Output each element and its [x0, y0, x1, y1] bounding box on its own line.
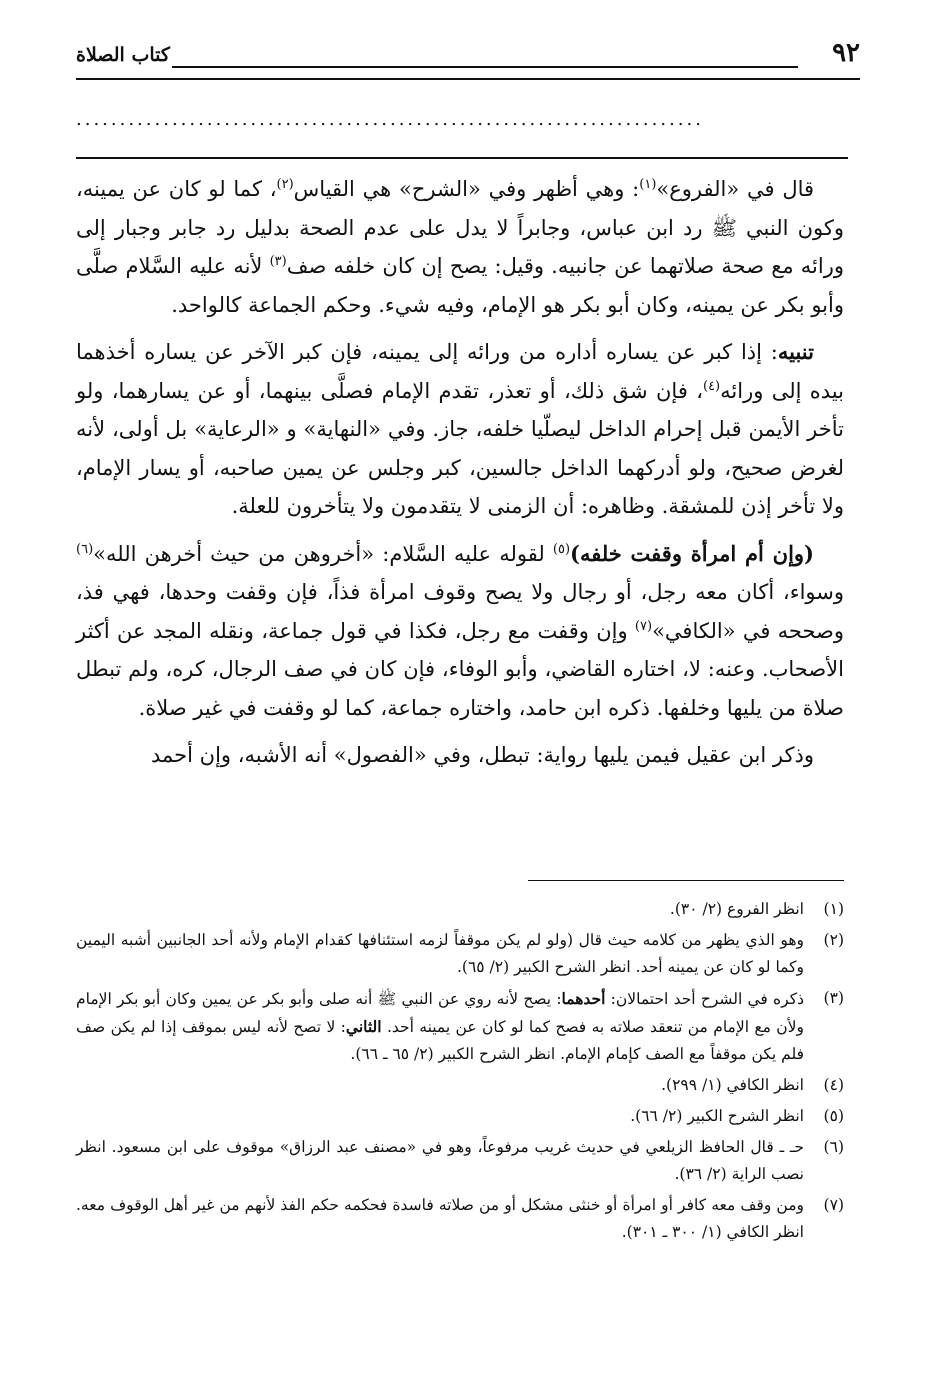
footnote — [76, 1103, 844, 1130]
bold-heading: أحدهما — [561, 989, 606, 1008]
text-run: وسواء، أكان معه رجل، أو رجال ولا يصح وقوف امرأة فذاً، فإن وقفت وحدها، فهي فذ، وصححه في «الكافي» — [76, 580, 845, 643]
footnote-number: (٦) — [823, 1138, 844, 1156]
footnote — [76, 1192, 844, 1246]
text-run: ، كما لو كان عن يمينه، وكون النبي ﷺ رد ابن عباس، وجابراً لا يدل على عدم الصحة بدليل رد جابر وجبار إلى ورائه مع صحة صلاتهما عن جانبيه. وقيل: يصح إن كان خلفه صف — [76, 177, 844, 278]
main-text — [76, 170, 844, 784]
footnote-text — [76, 990, 804, 1063]
dotted-separator: ........................................................................ — [76, 109, 704, 130]
footnote — [76, 985, 844, 1068]
text-run: وإن وقفت مع رجل، فكذا في قول جماعة، ونقله المجد عن أكثر الأصحاب. وعنه: لا، اختاره القاضي، وأبو الوفاء، فإن كان في صف الرجال، كره، ولم تبطل صلاة من يليها وخلفها. ذكره ابن حامد، واختاره جماعة، كما لو وقفت في غير صلاة. — [76, 618, 844, 720]
footnote-ref: (٥) — [552, 541, 571, 557]
footnote-text: ومن وقف معه كافر أو امرأة أو خنثى مشكل أو من صلاته فاسدة فحكمه حكم الفذ لأنهم من غير أهل الوقوف معه. انظر الكافي (١/ ٣٠٠ ـ ٣٠١). — [76, 1196, 804, 1241]
text-run: ذكره في الشرح أحد احتمالان: — [605, 990, 804, 1008]
book-title: كتاب الصلاة — [76, 44, 170, 66]
footnote-number: (٤) — [823, 1076, 844, 1094]
footnotes — [76, 896, 844, 1250]
footnote-text: انظر الشرح الكبير (٢/ ٦٦). — [630, 1107, 804, 1125]
footnote-rule — [528, 880, 844, 881]
text-run: وذكر ابن عقيل فيمن يليها رواية: تبطل، وفي «الفصول» أنه الأشبه، وإن أحمد — [151, 743, 814, 767]
text-run: : يصح لأنه روي عن النبي ﷺ أنه صلى وأبو بكر عن يمين وكان أبو بكر الإمام ولأن مع الإمام من تنعقد صلاته به فصح كما لو كان عن يمينه أحد. — [76, 990, 804, 1036]
footnote — [76, 1072, 844, 1099]
footnote-text: وهو الذي يظهر من كلامه حيث قال (ولو لم يكن موقفاً لزمه استئنافها كقدام الإمام ولأنه أحد الجانبين أشبه اليمين وكما لو كان عن يمينه أحد. انظر الشرح الكبير (٢/ ٦٥). — [76, 931, 804, 976]
text-run: قال في «الفروع» — [656, 177, 815, 201]
page-header — [76, 38, 860, 78]
footnote-number: (٢) — [823, 931, 844, 949]
footnote-ref: (٤) — [702, 378, 721, 394]
footnote-ref: (٢) — [276, 177, 294, 192]
footnote-ref: (٣) — [269, 254, 287, 269]
text-run: لقوله عليه السَّلام: «أخروهن من حيث أخرهن الله» — [93, 541, 553, 566]
footnote — [76, 927, 844, 981]
page-number: ٩٢ — [832, 38, 860, 68]
footnote — [76, 896, 844, 923]
header-rule — [76, 78, 860, 80]
footnote-number: (٥) — [823, 1107, 844, 1125]
footnote-text: انظر الفروع (٢/ ٣٠). — [669, 900, 804, 918]
header-line — [172, 66, 798, 68]
paragraph — [76, 535, 844, 728]
footnote-number: (٣) — [823, 989, 844, 1007]
paragraph — [76, 736, 844, 775]
text-run: : لا تصح لأنه ليس بموقف إذا لم يكن صف فلم يكن موقفاً مع الصف كإمام الإمام. انظر الشرح الكبير (٢/ ٦٥ ـ ٦٦). — [76, 1018, 804, 1063]
footnote-ref: (٦) — [76, 541, 94, 557]
footnote — [76, 1134, 844, 1188]
footnote-number: (١) — [823, 900, 844, 918]
bold-heading: تنبيه — [777, 339, 814, 364]
paragraph — [76, 170, 844, 324]
footnote-number: (٧) — [823, 1196, 844, 1214]
bold-heading: الثاني — [345, 1017, 382, 1036]
footnote-text: حـ ـ قال الحافظ الزيلعي في حديث غريب مرفوعاً، وهو في «مصنف عبد الرزاق» موقوف على ابن مسعود. انظر نصب الراية (٢/ ٣٦). — [76, 1138, 804, 1183]
paragraph — [76, 333, 844, 526]
text-run: لأنه عليه السَّلام صلَّى وأبو بكر عن يمينه، وكان أبو بكر هو الإمام، وفيه شيء. وحكم الجماعة كالواحد. — [76, 254, 844, 317]
footnote-ref: (١) — [639, 177, 657, 192]
bold-heading: (وإن أم امرأة وقفت خلفه) — [570, 540, 814, 566]
separator-rule — [76, 157, 848, 159]
text-run: : إذا كبر عن يساره أداره من ورائه إلى يمينه، فإن كبر الآخر عن يساره أخذهما بيده إلى ورائه — [76, 340, 844, 403]
text-run: : وهي أظهر وفي «الشرح» هي القياس — [293, 177, 640, 201]
footnote-text: انظر الكافي (١/ ٢٩٩). — [661, 1076, 804, 1094]
footnote-ref: (٧) — [634, 618, 653, 634]
text-run: ، فإن شق ذلك، أو تعذر، تقدم الإمام فصلَّى بينهما، أو عن يسارهما، ولو تأخر الأيمن قبل إحرام الداخل ليصلّيا خلفه، جاز. وفي «النهاية» و «الرعاية» بل أولى، لأنه لغرض صحيح، ولو أدركهما الداخل جالسين، كبر وجلس عن يمين صاحبه، أو يسار الإمام، ولا تأخر إذن للمشقة. وظاهره: أن الزمنى لا يتقدمون ولا يتأخرون للعلة. — [76, 378, 844, 518]
